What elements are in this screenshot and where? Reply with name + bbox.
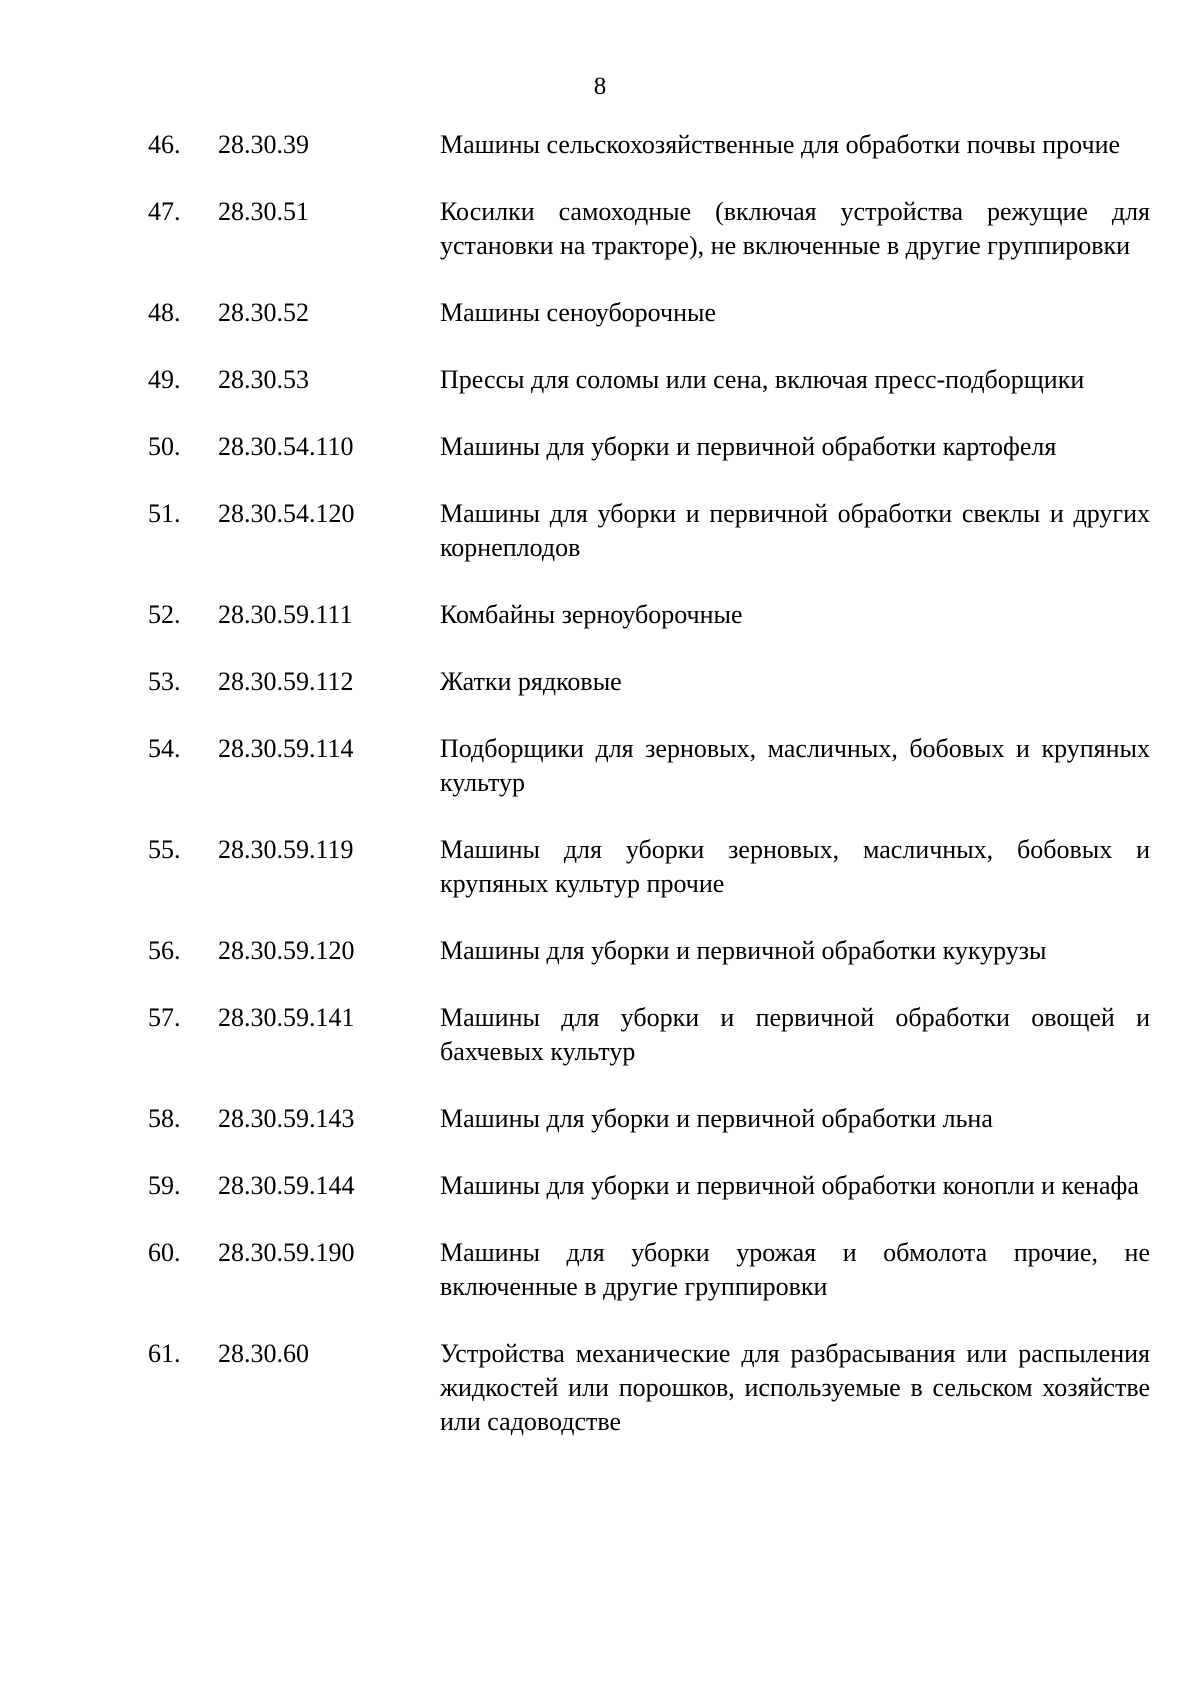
list-item (0, 430, 1200, 464)
item-code: 28.30.59.190 (218, 1238, 355, 1267)
item-list (0, 128, 1200, 1472)
item-description: Косилки самоходные (включая устройства режущие для установки на тракторе), не включенные в другие группировки (440, 197, 1150, 260)
list-item (0, 598, 1200, 632)
item-description: Машины для уборки и первичной обработки картофеля (440, 432, 1057, 461)
item-description: Устройства механические для разбрасывания или распыления жидкостей или порошков, используемые в сельском хозяйстве или садоводстве (440, 1339, 1150, 1436)
item-number: 59. (148, 1171, 181, 1200)
item-description: Машины для уборки зерновых, масличных, бобовых и крупяных культур прочие (440, 835, 1150, 898)
item-code: 28.30.53 (218, 365, 309, 394)
item-code: 28.30.59.144 (218, 1171, 355, 1200)
item-code: 28.30.59.143 (218, 1104, 355, 1133)
item-description: Машины для уборки и первичной обработки льна (440, 1104, 993, 1133)
item-number: 52. (148, 600, 181, 629)
item-number: 49. (148, 365, 181, 394)
item-description: Машины для уборки и первичной обработки свеклы и других корнеплодов (440, 499, 1150, 562)
list-item (0, 1001, 1200, 1069)
list-item (0, 732, 1200, 800)
item-code: 28.30.54.120 (218, 499, 355, 528)
item-description: Жатки рядковые (440, 667, 622, 696)
item-description: Машины для уборки и первичной обработки овощей и бахчевых культур (440, 1003, 1150, 1066)
item-description: Машины для уборки урожая и обмолота прочие, не включенные в другие группировки (440, 1238, 1150, 1301)
list-item (0, 1102, 1200, 1136)
item-code: 28.30.60 (218, 1339, 309, 1368)
item-number: 57. (148, 1003, 181, 1032)
list-item (0, 934, 1200, 968)
list-item (0, 195, 1200, 263)
list-item (0, 363, 1200, 397)
item-number: 53. (148, 667, 181, 696)
item-code: 28.30.51 (218, 197, 309, 226)
item-number: 58. (148, 1104, 181, 1133)
item-code: 28.30.54.110 (218, 432, 354, 461)
item-number: 47. (148, 197, 181, 226)
list-item (0, 1236, 1200, 1304)
item-number: 60. (148, 1238, 181, 1267)
item-description: Машины для уборки и первичной обработки конопли и кенафа (440, 1171, 1139, 1200)
list-item (0, 497, 1200, 565)
item-description: Машины сеноуборочные (440, 298, 717, 327)
item-code: 28.30.59.141 (218, 1003, 355, 1032)
list-item (0, 128, 1200, 162)
list-item (0, 665, 1200, 699)
list-item (0, 833, 1200, 901)
item-number: 61. (148, 1339, 181, 1368)
item-description: Подборщики для зерновых, масличных, бобовых и крупяных культур (440, 734, 1150, 797)
item-number: 46. (148, 130, 181, 159)
item-code: 28.30.52 (218, 298, 309, 327)
item-number: 56. (148, 936, 181, 965)
item-number: 48. (148, 298, 181, 327)
page-number: 8 (593, 73, 607, 100)
list-item (0, 1169, 1200, 1203)
list-item (0, 296, 1200, 330)
item-description: Прессы для соломы или сена, включая пресс-подборщики (440, 365, 1085, 394)
item-description: Машины сельскохозяйственные для обработки почвы прочие (440, 130, 1121, 159)
item-code: 28.30.59.120 (218, 936, 355, 965)
item-code: 28.30.59.112 (218, 667, 354, 696)
item-number: 51. (148, 499, 181, 528)
item-number: 55. (148, 835, 181, 864)
item-code: 28.30.59.114 (218, 734, 354, 763)
item-description: Машины для уборки и первичной обработки кукурузы (440, 936, 1047, 965)
item-number: 50. (148, 432, 181, 461)
item-number: 54. (148, 734, 181, 763)
item-description: Комбайны зерноуборочные (440, 600, 743, 629)
item-code: 28.30.59.119 (218, 835, 354, 864)
list-item (0, 1337, 1200, 1439)
item-code: 28.30.59.111 (218, 600, 353, 629)
item-code: 28.30.39 (218, 130, 309, 159)
